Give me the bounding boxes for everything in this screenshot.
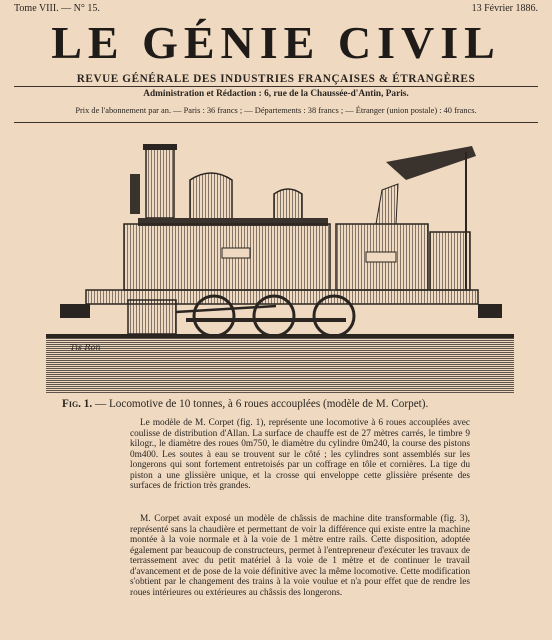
- header-rule-bottom: [14, 122, 538, 123]
- chimney: [146, 146, 174, 218]
- locomotive-engraving: [46, 140, 514, 396]
- sand-box: [274, 189, 302, 220]
- cylinder: [128, 300, 176, 334]
- engraver-signature: Tis Ron: [70, 343, 101, 352]
- steam-dome: [190, 173, 232, 220]
- article-paragraph-2: M. Corpet avait exposé un modèle de châssis de machine dite transformable (fig. 3), représenté sans la chaudière et permettant de voir la différence qui existe entre la machine montée à la voie normale et à la voie de 1 mètre entre rails. Cette disposition, adoptée également par beaucoup de constructeurs, permet à l'entrepreneur d'exécuter les travaux de terrassement avec du petit matériel à la voie de 1 mètre et de continuer le travail d'avancement et de pose de la voie définitive avec la même locomotive. Cette modification s'obtient par le changement des trains à la voie voulue et n'a pour effet que de rendre les roues intérieures ou extérieures au châssis des longerons.: [130, 514, 470, 598]
- builder-plate: [366, 252, 396, 262]
- figure-label: Fig. 1.: [62, 398, 93, 410]
- article-paragraph-1: Le modèle de M. Corpet (fig. 1), représente une locomotive à 6 roues accouplées avec coulisse de distribution d'Allan. La surface de chauffe est de 27 mètres carrés, le timbre 9 kilogr., le diamètre des roues 0m750, le diamètre du cylindre 0m240, la course des pistons 0m400. Les soutes à eau se trouvent sur le côté ; les cylindres sont assemblés sur les longerons qui sont fortement entretoisés par un coffrage en tôle et cornières. La tige du piston a une glissière unique, et la crosse qui enveloppe cette glissière présente des surfaces de friction très grandes.: [130, 418, 470, 491]
- lamp: [130, 174, 140, 214]
- chimney-cap: [143, 144, 177, 150]
- front-buffer: [60, 304, 90, 318]
- figure-caption-text: — Locomotive de 10 tonnes, à 6 roues accouplées (modèle de M. Corpet).: [92, 398, 429, 410]
- journal-subtitle: REVUE GÉNÉRALE DES INDUSTRIES FRANÇAISES & ÉTRANGÈRES: [76, 73, 476, 85]
- rear-buffer: [478, 304, 502, 318]
- connecting-rod: [176, 306, 276, 312]
- figure-caption: [62, 398, 532, 410]
- subscription-prices: Prix de l'abonnement par an. — Paris : 36 francs ; — Départements : 38 francs ; — Étranger (union postale) : 40 francs.: [75, 106, 477, 115]
- journal-title: LE GÉNIE CIVIL: [51, 17, 501, 68]
- administration-address: Administration et Rédaction : 6, rue de la Chaussée-d'Antin, Paris.: [143, 89, 409, 99]
- volume-number: Tome VIII. — N° 15.: [14, 3, 100, 14]
- cab-roof: [386, 146, 476, 180]
- cab-backhead: [376, 184, 398, 224]
- coal-bunker: [430, 232, 470, 290]
- name-plate: [222, 248, 250, 258]
- issue-date: 13 Février 1886.: [471, 3, 538, 14]
- header-rule-top: [14, 86, 538, 87]
- track-ground: [46, 336, 514, 394]
- issue-line: [14, 3, 538, 17]
